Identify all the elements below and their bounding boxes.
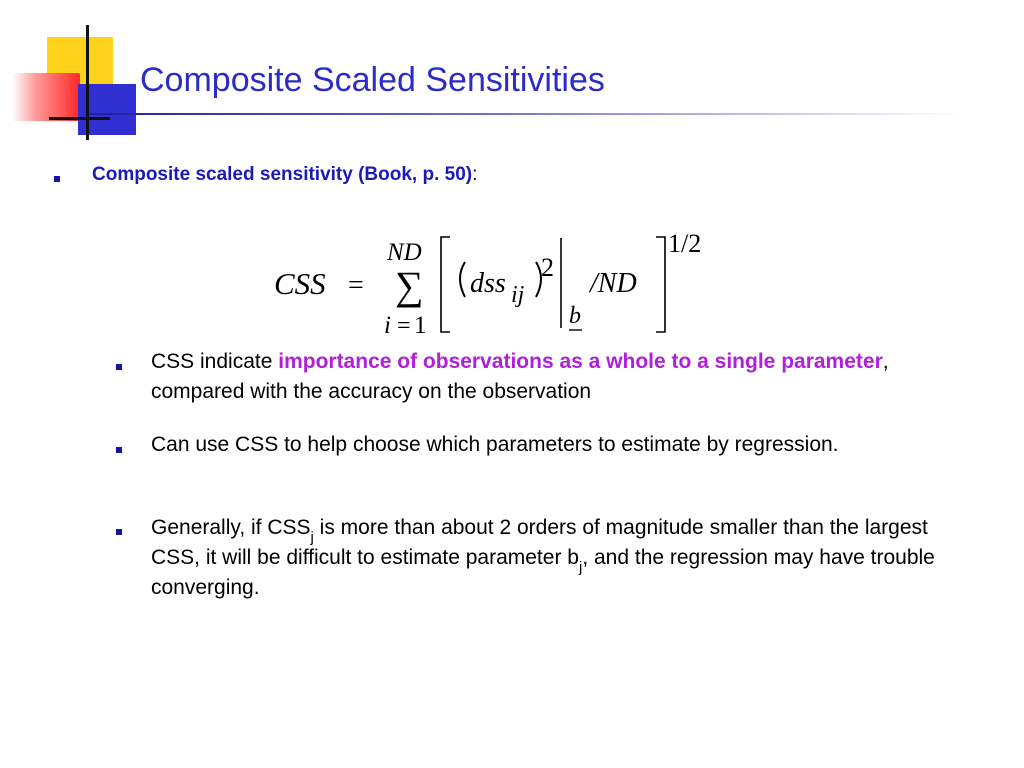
formula-equals: =: [348, 270, 364, 301]
sub-bullet-2-text: Can use CSS to help choose which parameters to estimate by regression.: [151, 433, 839, 456]
title-underline: [90, 113, 960, 115]
sub-bullet-1: [151, 347, 941, 407]
formula-sum-lower-eq: =: [397, 313, 411, 339]
formula-sum-lower-val: 1: [414, 312, 427, 339]
formula-exponent: 2: [541, 253, 554, 282]
logo-red-bar: [12, 73, 80, 121]
bullet-square-icon: [54, 176, 60, 182]
formula-outer-exponent: 1/2: [668, 229, 702, 258]
sub-bullet-3-sub1: j: [310, 529, 314, 546]
formula-sum-lower-var: i: [384, 312, 391, 339]
css-formula-svg: [260, 220, 730, 345]
sub-bullet-2: [151, 430, 941, 460]
sub-bullet-square-icon: [116, 364, 122, 370]
formula-lhs: CSS: [274, 266, 326, 301]
left-paren-icon: [460, 262, 465, 297]
formula-sum-upper: ND: [387, 239, 422, 266]
formula-term: dss: [470, 268, 506, 299]
sub-bullet-1-pre: CSS indicate: [151, 350, 279, 373]
logo-horizontal-line: [49, 117, 110, 120]
sub-bullet-3-part2: is more than about 2 orders of magnitude smaller than the largest CSS, it will be difficult to estimate parameter b: [151, 516, 928, 569]
css-formula: [260, 220, 730, 345]
main-bullet-text: Composite scaled sensitivity (Book, p. 50): [92, 164, 473, 185]
sub-bullet-1-post: , compared with the accuracy on the observation: [151, 350, 889, 403]
sub-bullet-3-sub2: j: [578, 559, 583, 576]
sub-bullet-square-icon: [116, 447, 122, 453]
sub-bullet-3: [151, 513, 941, 603]
left-bracket-icon: [441, 237, 450, 332]
sub-bullet-1-highlight: importance of observations as a whole to a single parameter: [278, 350, 883, 373]
formula-divisor: /ND: [590, 268, 637, 299]
sub-bullet-square-icon: [116, 529, 122, 535]
formula-term-sub: ij: [511, 282, 525, 308]
right-bracket-icon: [656, 237, 665, 332]
logo-vertical-line: [86, 25, 89, 140]
sub-bullet-3-part3: , and the regression may have trouble converging.: [151, 546, 935, 599]
main-bullet: [92, 164, 477, 186]
slide-title: Composite Scaled Sensitivities: [140, 61, 605, 99]
sigma-icon: ∑: [395, 263, 424, 308]
formula-eval-sub: b: [569, 303, 581, 329]
main-bullet-colon: :: [472, 164, 478, 185]
sub-bullet-3-part1: Generally, if CSS: [151, 516, 311, 539]
